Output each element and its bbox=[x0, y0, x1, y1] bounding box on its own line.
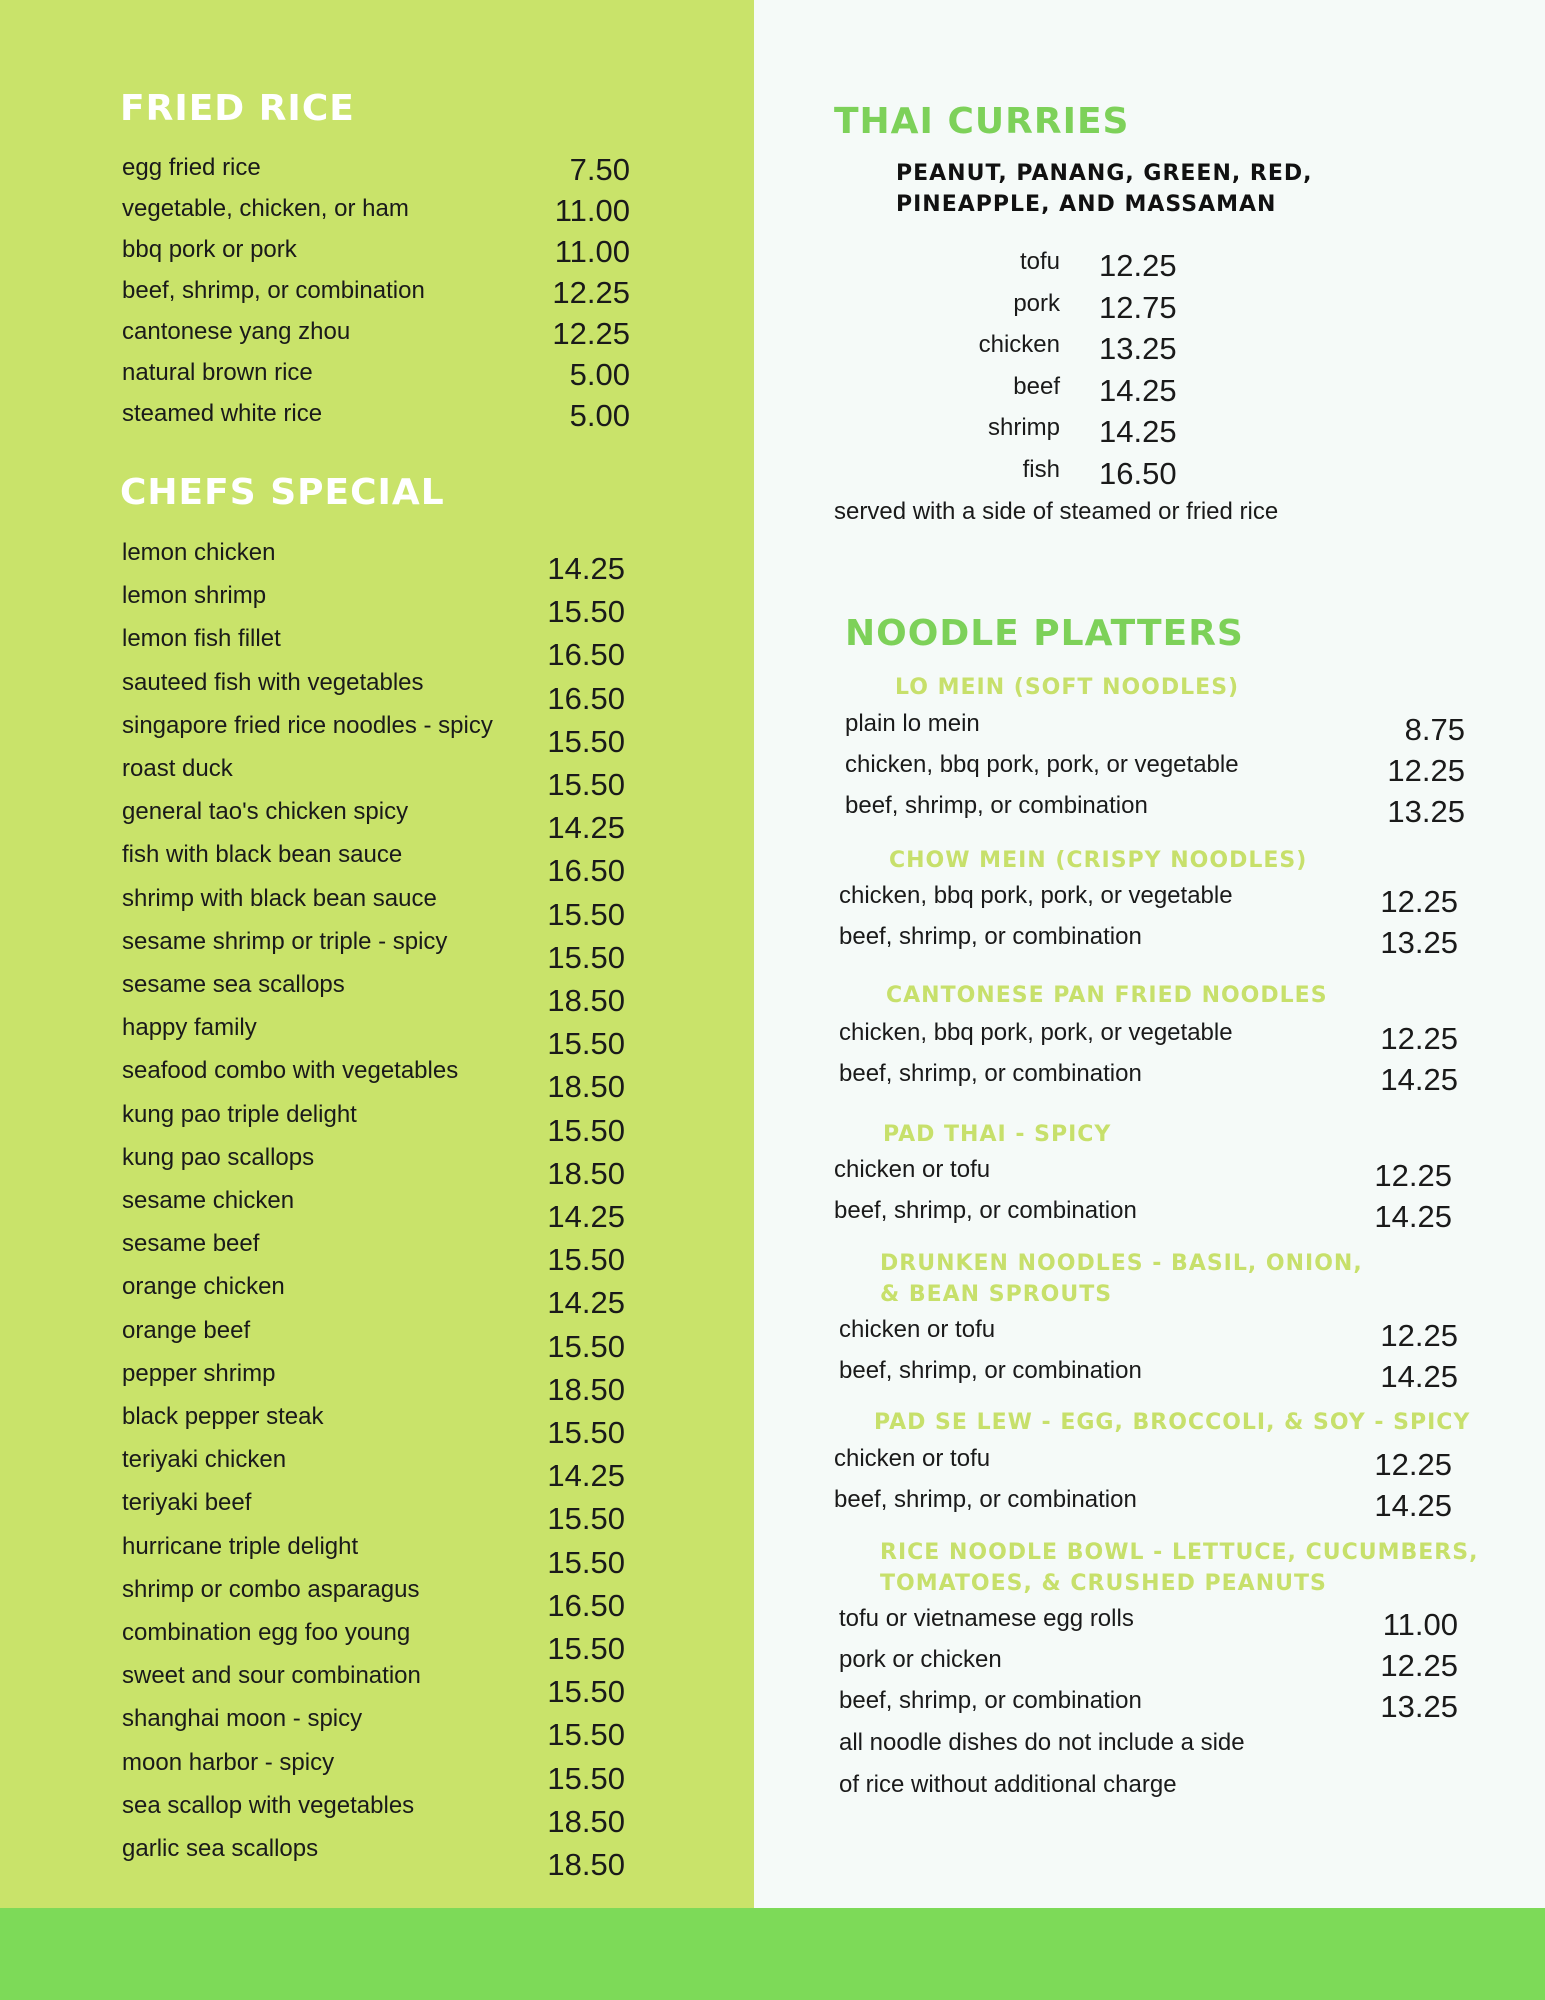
menu-item-name: kung pao scallops bbox=[122, 1143, 315, 1171]
curry-item-price: 12.75 bbox=[1099, 289, 1177, 325]
menu-item-price: 15.50 bbox=[547, 1544, 625, 1580]
noodle-group-title: LO MEIN (SOFT NOODLES) bbox=[895, 675, 1240, 700]
menu-item-name: chicken, bbq pork, pork, or vegetable bbox=[839, 1019, 1233, 1046]
menu-item-name: sesame sea scallops bbox=[122, 971, 345, 998]
menu-item-price: 15.50 bbox=[547, 939, 625, 975]
menu-item-price: 15.50 bbox=[547, 594, 625, 630]
noodle-group-title: CHOW MEIN (CRISPY NOODLES) bbox=[889, 848, 1308, 873]
noodle-group-title: PAD SE LEW - EGG, BROCCOLI, & SOY - SPICY bbox=[874, 1410, 1471, 1435]
menu-item-price: 18.50 bbox=[547, 1155, 625, 1191]
menu-item-name: kung pao triple delight bbox=[122, 1100, 357, 1128]
menu-item-name: sesame chicken bbox=[122, 1187, 295, 1214]
menu-item-price: 16.50 bbox=[547, 853, 625, 889]
menu-item-name: hurricane triple delight bbox=[122, 1532, 359, 1560]
menu-item-name: sea scallop with vegetables bbox=[122, 1791, 415, 1819]
menu-item-price: 14.25 bbox=[1374, 1488, 1452, 1523]
menu-item-name: chicken, bbq pork, pork, or vegetable bbox=[839, 882, 1233, 909]
menu-item-price: 15.50 bbox=[547, 1717, 625, 1753]
menu-item-name: black pepper steak bbox=[122, 1403, 324, 1430]
menu-item-name: beef, shrimp, or combination bbox=[839, 1357, 1142, 1384]
menu-item-price: 15.50 bbox=[547, 1242, 625, 1278]
noodle-group-title: CANTONESE PAN FRIED NOODLES bbox=[886, 983, 1328, 1008]
menu-item-name: beef, shrimp, or combination bbox=[122, 277, 425, 304]
fried-rice-title: FRIED RICE bbox=[120, 88, 355, 129]
menu-item-name: pork or chicken bbox=[839, 1646, 1002, 1673]
menu-item-name: moon harbor - spicy bbox=[122, 1748, 335, 1776]
menu-item-price: 12.25 bbox=[1374, 1447, 1452, 1482]
menu-item-price: 7.50 bbox=[569, 152, 630, 187]
menu-item-price: 15.50 bbox=[547, 896, 625, 932]
menu-item-price: 15.50 bbox=[547, 1415, 625, 1450]
curry-variants-line2: PINEAPPLE, AND MASSAMAN bbox=[896, 192, 1277, 217]
menu-item-price: 13.25 bbox=[1380, 925, 1458, 960]
curry-item-name: pork bbox=[1013, 289, 1060, 317]
menu-item-price: 14.25 bbox=[1380, 1062, 1458, 1097]
menu-item-name: sesame shrimp or triple - spicy bbox=[122, 927, 448, 955]
menu-item-price: 13.25 bbox=[1380, 1689, 1458, 1724]
menu-item-name: teriyaki beef bbox=[122, 1489, 252, 1517]
noodle-platters-title: NOODLE PLATTERS bbox=[845, 613, 1244, 654]
menu-item-price: 15.50 bbox=[547, 1328, 625, 1364]
menu-item-price: 14.25 bbox=[1374, 1199, 1452, 1234]
menu-item-name: tofu or vietnamese egg rolls bbox=[839, 1605, 1134, 1632]
menu-item-name: bbq pork or pork bbox=[122, 236, 297, 263]
curry-item-name: chicken bbox=[978, 331, 1060, 358]
menu-item-price: 15.50 bbox=[547, 1501, 625, 1537]
menu-item-price: 18.50 bbox=[547, 1069, 625, 1105]
menu-item-name: beef, shrimp, or combination bbox=[839, 1060, 1142, 1087]
menu-item-price: 16.50 bbox=[547, 1587, 625, 1623]
menu-item-name: happy family bbox=[122, 1014, 257, 1042]
menu-item-price: 8.75 bbox=[1404, 712, 1465, 747]
menu-item-name: singapore fried rice noodles - spicy bbox=[122, 711, 493, 739]
menu-item-name: vegetable, chicken, or ham bbox=[122, 195, 409, 222]
noodle-note-line1: all noodle dishes do not include a side bbox=[839, 1729, 1245, 1756]
menu-item-price: 11.00 bbox=[554, 234, 630, 269]
noodle-group-title: PAD THAI - SPICY bbox=[883, 1122, 1112, 1147]
thai-curries-title: THAI CURRIES bbox=[834, 101, 1130, 142]
menu-item-name: beef, shrimp, or combination bbox=[839, 923, 1142, 950]
menu-item-name: pepper shrimp bbox=[122, 1359, 276, 1387]
menu-item-name: orange beef bbox=[122, 1316, 251, 1344]
menu-item-price: 18.50 bbox=[547, 1371, 625, 1407]
noodle-group-title: DRUNKEN NOODLES - BASIL, ONION, bbox=[880, 1251, 1363, 1276]
menu-item-price: 12.25 bbox=[1380, 1318, 1458, 1353]
menu-item-price: 15.50 bbox=[547, 767, 625, 802]
menu-item-name: plain lo mein bbox=[845, 710, 980, 737]
menu-item-price: 11.00 bbox=[554, 193, 630, 228]
menu-item-name: roast duck bbox=[122, 755, 233, 782]
menu-item-price: 18.50 bbox=[547, 1803, 625, 1839]
curry-item-name: tofu bbox=[1019, 248, 1060, 275]
menu-item-name: shrimp with black bean sauce bbox=[122, 884, 437, 912]
menu-item-name: shanghai moon - spicy bbox=[122, 1705, 363, 1733]
menu-item-price: 18.50 bbox=[547, 983, 625, 1018]
menu-item-price: 14.25 bbox=[547, 1285, 625, 1321]
curry-item-price: 16.50 bbox=[1099, 455, 1177, 491]
menu-item-name: lemon shrimp bbox=[122, 582, 267, 610]
menu-item-name: fish with black bean sauce bbox=[122, 841, 403, 869]
curry-item-price: 12.25 bbox=[1099, 248, 1177, 283]
menu-item-name: beef, shrimp, or combination bbox=[839, 1687, 1142, 1714]
menu-item-name: egg fried rice bbox=[122, 154, 261, 181]
menu-item-name: chicken or tofu bbox=[834, 1156, 991, 1183]
curry-variants-line1: PEANUT, PANANG, GREEN, RED, bbox=[896, 161, 1313, 186]
footer-bar bbox=[0, 1908, 1545, 2000]
menu-item-name: natural brown rice bbox=[122, 359, 313, 386]
menu-item-price: 15.50 bbox=[547, 1674, 625, 1710]
menu-item-name: teriyaki chicken bbox=[122, 1446, 287, 1474]
menu-item-price: 12.25 bbox=[552, 275, 630, 310]
noodle-group-title: RICE NOODLE BOWL - LETTUCE, CUCUMBERS, bbox=[880, 1540, 1479, 1565]
menu-item-name: seafood combo with vegetables bbox=[122, 1057, 459, 1085]
menu-item-name: combination egg foo young bbox=[122, 1619, 411, 1646]
menu-item-name: beef, shrimp, or combination bbox=[834, 1486, 1137, 1513]
menu-item-price: 12.25 bbox=[552, 316, 630, 351]
menu-item-price: 5.00 bbox=[569, 398, 630, 433]
menu-item-price: 14.25 bbox=[547, 1199, 625, 1234]
menu-item-name: general tao's chicken spicy bbox=[122, 798, 409, 826]
menu-item-price: 15.50 bbox=[547, 1631, 625, 1666]
menu-item-name: chicken or tofu bbox=[834, 1445, 991, 1472]
menu-item-price: 14.25 bbox=[1380, 1359, 1458, 1394]
menu-item-name: garlic sea scallops bbox=[122, 1835, 319, 1862]
curry-item-price: 14.25 bbox=[1099, 372, 1177, 408]
menu-item-name: beef, shrimp, or combination bbox=[845, 792, 1148, 819]
menu-item-name: sesame beef bbox=[122, 1230, 260, 1258]
menu-item-price: 13.25 bbox=[1387, 794, 1465, 829]
noodle-note-line2: of rice without additional charge bbox=[839, 1771, 1177, 1798]
curry-item-name: beef bbox=[1013, 372, 1060, 400]
curry-note: served with a side of steamed or fried rice bbox=[834, 498, 1279, 525]
menu-item-price: 18.50 bbox=[547, 1847, 625, 1882]
menu-item-price: 15.50 bbox=[547, 1026, 625, 1062]
menu-item-price: 14.25 bbox=[547, 551, 625, 586]
menu-item-price: 15.50 bbox=[547, 1760, 625, 1796]
menu-item-price: 14.25 bbox=[547, 810, 625, 846]
menu-item-name: lemon fish fillet bbox=[122, 625, 281, 653]
menu-item-name: sweet and sour combination bbox=[122, 1662, 421, 1690]
menu-item-price: 16.50 bbox=[547, 680, 625, 716]
menu-item-price: 15.50 bbox=[547, 1112, 625, 1148]
menu-item-name: chicken, bbq pork, pork, or vegetable bbox=[845, 751, 1239, 778]
curry-item-price: 13.25 bbox=[1099, 331, 1177, 366]
menu-item-name: chicken or tofu bbox=[839, 1316, 996, 1343]
curry-item-name: fish bbox=[1022, 455, 1060, 483]
menu-item-price: 15.50 bbox=[547, 723, 625, 759]
menu-item-name: lemon chicken bbox=[122, 539, 276, 566]
menu-item-price: 12.25 bbox=[1374, 1158, 1452, 1193]
menu-item-price: 11.00 bbox=[1382, 1607, 1458, 1642]
menu-item-name: shrimp or combo asparagus bbox=[122, 1575, 420, 1603]
curry-item-name: shrimp bbox=[987, 414, 1060, 441]
menu-item-name: cantonese yang zhou bbox=[122, 318, 351, 345]
menu-item-name: steamed white rice bbox=[122, 400, 323, 427]
menu-item-price: 12.25 bbox=[1380, 884, 1458, 919]
menu-item-price: 12.25 bbox=[1380, 1021, 1458, 1056]
chefs-special-title: CHEFS SPECIAL bbox=[120, 472, 445, 513]
noodle-group-title: TOMATOES, & CRUSHED PEANUTS bbox=[880, 1571, 1327, 1596]
menu-item-price: 5.00 bbox=[569, 357, 630, 392]
menu-item-price: 12.25 bbox=[1380, 1648, 1458, 1683]
curry-item-price: 14.25 bbox=[1099, 414, 1177, 449]
menu-item-name: beef, shrimp, or combination bbox=[834, 1197, 1137, 1224]
menu-item-price: 14.25 bbox=[547, 1458, 625, 1494]
menu-item-price: 16.50 bbox=[547, 637, 625, 673]
menu-item-name: orange chicken bbox=[122, 1273, 285, 1301]
menu-item-name: sauteed fish with vegetables bbox=[122, 668, 424, 696]
menu-item-price: 12.25 bbox=[1387, 753, 1465, 788]
noodle-group-title: & BEAN SPROUTS bbox=[880, 1282, 1113, 1307]
